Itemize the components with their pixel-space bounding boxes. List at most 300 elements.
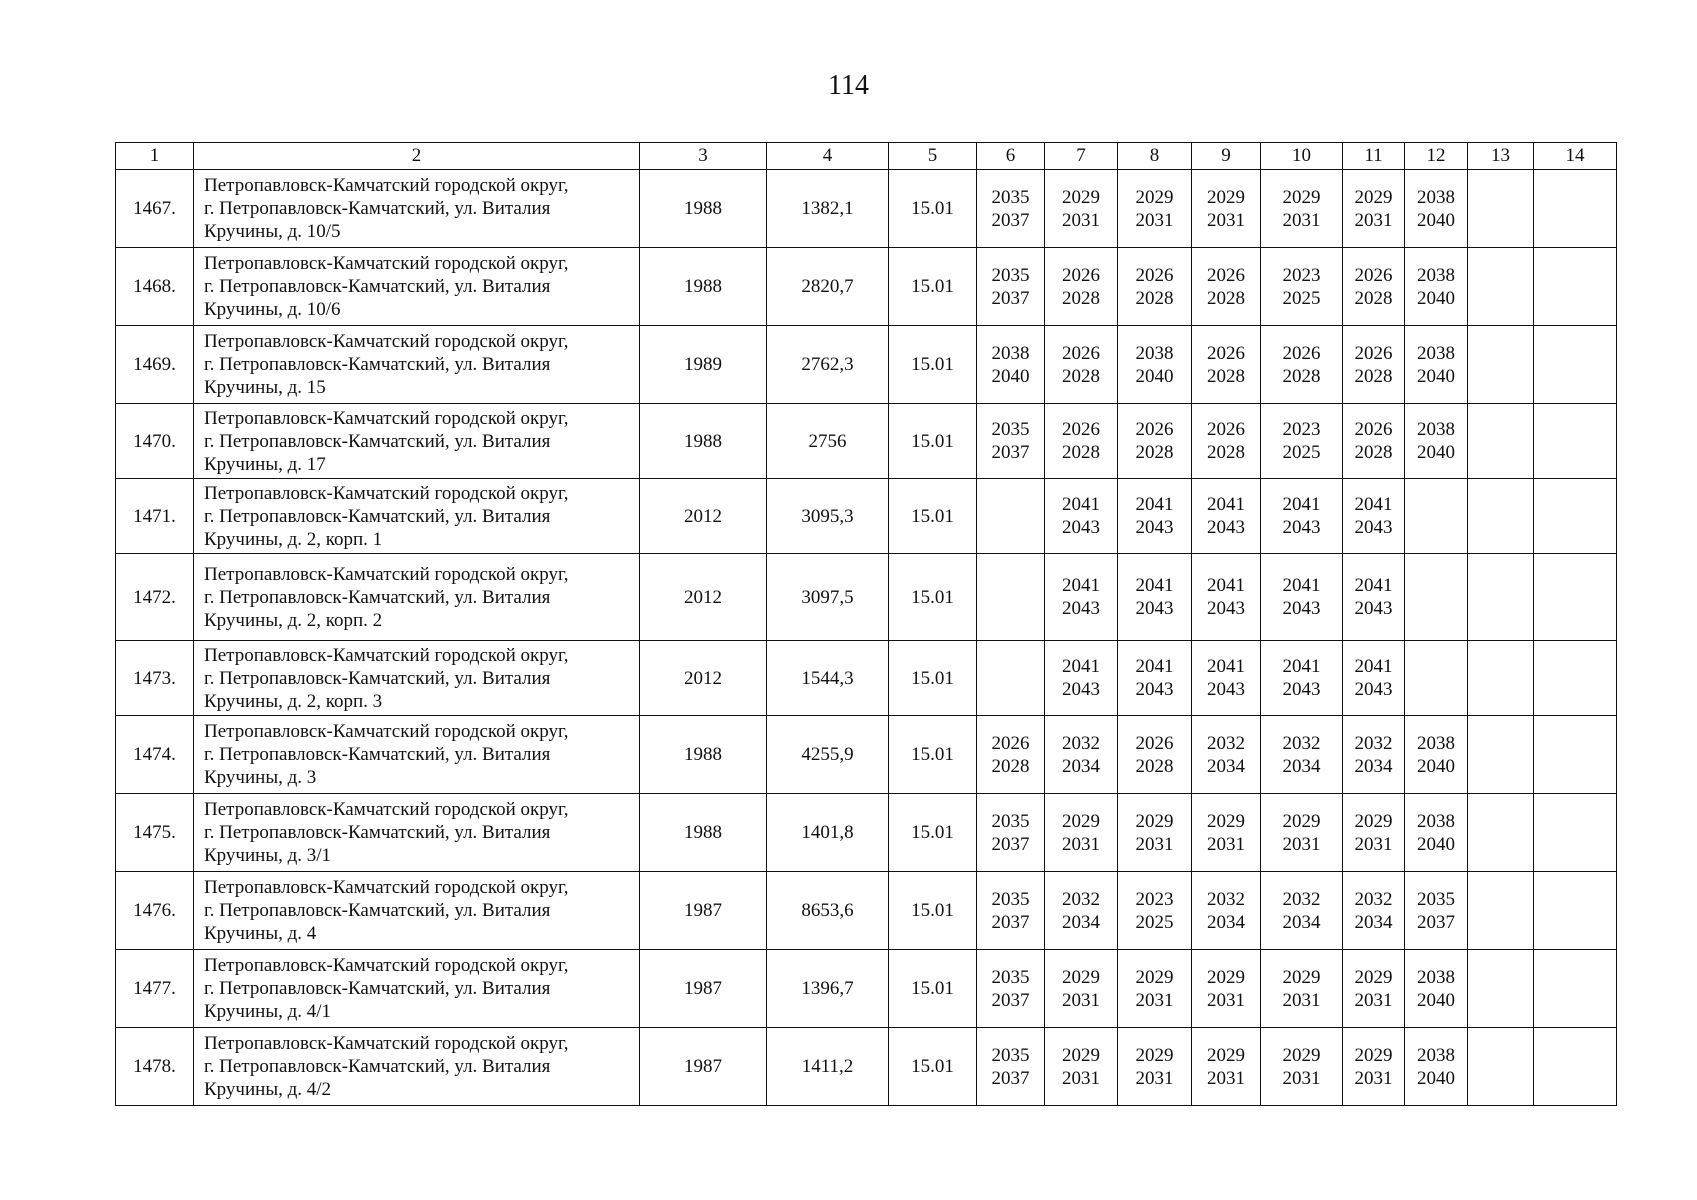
period-cell [1405,554,1468,641]
period-cell [1045,479,1118,554]
period-cell [1261,1028,1343,1106]
period-cell [1045,554,1118,641]
area-cell: 1401,8 [767,794,889,872]
period-year: 2031 [1135,833,1174,855]
column-number-row [116,143,1617,170]
period-year: 2041 [1207,575,1245,596]
address-line: Петропавловск-Камчатский городской округ, [204,563,569,585]
address-line: Кручины, д. 2, корп. 3 [204,690,383,712]
period-year: 2028 [1354,442,1393,463]
period-cell [977,641,1045,716]
period-year: 2041 [1062,494,1100,515]
period-cell [1192,404,1261,479]
period-year: 2034 [1282,755,1321,777]
period-cell [1343,170,1405,248]
column-number: 1 [116,143,194,170]
period-cell [977,1028,1045,1106]
address-line: Кручины, д. 4/1 [204,1001,332,1022]
period-cell [977,326,1045,404]
period-year: 2040 [1417,989,1455,1011]
period-cell [1192,716,1261,794]
empty-cell-14 [1534,170,1617,248]
address-cell [194,170,640,248]
empty-cell-13 [1468,404,1534,479]
period-year: 2043 [1062,679,1100,700]
period-year: 2029 [1135,966,1174,988]
period-year: 2029 [1207,1044,1245,1066]
period-year: 2031 [1282,989,1321,1011]
period-year: 2032 [1207,732,1245,754]
page-number: 114 [828,70,869,101]
period-year: 2037 [991,1067,1030,1089]
address-line: Петропавловск-Камчатский городской округ, [204,407,569,429]
period-year: 2026 [1062,264,1100,286]
period-year: 2032 [1062,888,1100,910]
period-year: 2035 [1417,888,1455,910]
address-line: г. Петропавловск-Камчатский, ул. Виталия [204,430,551,452]
period-cell [1405,950,1468,1028]
table-row [116,872,1617,950]
period-year: 2041 [1207,656,1245,677]
column-number: 9 [1192,143,1261,170]
address-line: Петропавловск-Камчатский городской округ, [204,175,569,196]
area-cell: 2756 [767,404,889,479]
row-number-cell: 1471. [116,479,194,554]
address-line: Петропавловск-Камчатский городской округ, [204,253,569,274]
row-number-cell: 1472. [116,554,194,641]
period-year: 2028 [991,755,1030,777]
period-year: 2038 [1417,966,1455,988]
period-year: 2031 [1282,833,1321,855]
period-year: 2037 [991,911,1030,933]
period-cell [1343,716,1405,794]
period-cell [1045,794,1118,872]
address-line: Кручины, д. 10/5 [204,221,341,242]
period-cell [1192,641,1261,716]
housing-register-table [115,142,1617,1106]
empty-cell-14 [1534,404,1617,479]
address-cell [194,404,640,479]
build-year-cell: 1987 [640,872,767,950]
period-cell [977,872,1045,950]
period-year: 2031 [1207,209,1245,231]
area-cell: 1382,1 [767,170,889,248]
empty-cell-14 [1534,872,1617,950]
period-year: 2026 [1354,264,1393,286]
empty-cell-14 [1534,950,1617,1028]
code-cell: 15.01 [889,1028,977,1106]
area-cell: 2762,3 [767,326,889,404]
table-row [116,950,1617,1028]
period-cell [1343,404,1405,479]
period-year: 2034 [1354,911,1393,933]
address-line: Кручины, д. 3/1 [204,845,332,866]
period-cell [1343,950,1405,1028]
code-cell: 15.01 [889,794,977,872]
table-row [116,1028,1617,1106]
build-year-cell: 1989 [640,326,767,404]
period-cell [1261,326,1343,404]
address-cell [194,1028,640,1106]
period-year: 2029 [1062,1044,1100,1066]
empty-cell-13 [1468,170,1534,248]
period-year: 2025 [1282,442,1321,463]
period-cell [1343,794,1405,872]
period-year: 2040 [991,365,1030,387]
build-year-cell: 2012 [640,554,767,641]
period-cell [1343,1028,1405,1106]
period-cell [1045,641,1118,716]
address-line: г. Петропавловск-Камчатский, ул. Виталия [204,978,551,999]
period-year: 2026 [1207,419,1245,440]
period-year: 2043 [1135,598,1174,619]
code-cell: 15.01 [889,326,977,404]
empty-cell-13 [1468,872,1534,950]
period-year: 2026 [1354,419,1393,440]
column-number: 2 [194,143,640,170]
period-year: 2029 [1282,966,1321,988]
table-row [116,641,1617,716]
address-line: г. Петропавловск-Камчатский, ул. Виталия [204,900,551,921]
code-cell: 15.01 [889,248,977,326]
column-number: 14 [1534,143,1617,170]
period-cell [1405,716,1468,794]
build-year-cell: 1987 [640,1028,767,1106]
period-cell [1192,326,1261,404]
period-year: 2031 [1135,209,1174,231]
period-year: 2028 [1135,755,1174,777]
period-year: 2029 [1207,810,1245,832]
period-year: 2040 [1417,209,1455,231]
address-line: г. Петропавловск-Камчатский, ул. Виталия [204,1056,551,1077]
period-cell [1405,479,1468,554]
period-cell [1118,404,1192,479]
period-year: 2041 [1354,656,1393,677]
empty-cell-13 [1468,1028,1534,1106]
period-year: 2041 [1135,575,1174,596]
period-year: 2038 [1417,732,1455,754]
code-cell: 15.01 [889,872,977,950]
address-cell [194,554,640,641]
period-year: 2028 [1062,365,1100,387]
period-year: 2031 [1062,989,1100,1011]
period-year: 2029 [1207,966,1245,988]
address-line: Кручины, д. 4 [204,923,317,944]
address-line: г. Петропавловск-Камчатский, ул. Виталия [204,276,551,297]
period-year: 2023 [1282,419,1321,440]
period-cell [1045,326,1118,404]
period-cell [1343,872,1405,950]
period-year: 2031 [1354,989,1393,1011]
table-row [116,554,1617,641]
address-cell [194,326,640,404]
period-year: 2029 [1135,810,1174,832]
area-cell: 8653,6 [767,872,889,950]
empty-cell-13 [1468,326,1534,404]
area-cell: 3095,3 [767,479,889,554]
period-year: 2043 [1207,517,1245,538]
period-year: 2023 [1135,888,1174,910]
period-cell [1343,479,1405,554]
period-year: 2037 [991,989,1030,1011]
period-year: 2031 [1062,1067,1100,1089]
build-year-cell: 1987 [640,950,767,1028]
period-year: 2028 [1207,287,1245,309]
period-cell [1405,248,1468,326]
period-year: 2031 [1354,833,1393,855]
empty-cell-13 [1468,554,1534,641]
period-cell [1405,872,1468,950]
period-year: 2029 [1282,810,1321,832]
period-year: 2029 [1207,186,1245,208]
empty-cell-13 [1468,716,1534,794]
period-year: 2029 [1135,186,1174,208]
period-year: 2043 [1282,679,1321,700]
period-year: 2031 [1354,1067,1393,1089]
period-year: 2040 [1417,755,1455,777]
period-cell [1343,248,1405,326]
period-cell [1405,326,1468,404]
period-year: 2043 [1282,517,1321,538]
period-year: 2037 [991,442,1030,463]
period-year: 2029 [1354,1044,1393,1066]
build-year-cell: 1988 [640,794,767,872]
period-year: 2029 [1062,966,1100,988]
address-cell [194,479,640,554]
period-year: 2034 [1207,911,1245,933]
period-year: 2032 [1354,732,1393,754]
address-line: Кручины, д. 4/2 [204,1079,332,1100]
address-line: Кручины, д. 3 [204,767,317,788]
period-year: 2028 [1062,287,1100,309]
period-cell [1192,950,1261,1028]
period-year: 2040 [1417,287,1455,309]
area-cell: 1411,2 [767,1028,889,1106]
area-cell: 4255,9 [767,716,889,794]
period-year: 2032 [1282,888,1321,910]
period-year: 2025 [1282,287,1321,309]
period-cell [1118,1028,1192,1106]
period-year: 2035 [991,419,1030,440]
empty-cell-14 [1534,248,1617,326]
period-year: 2031 [1354,209,1393,231]
period-cell [1405,794,1468,872]
address-line: г. Петропавловск-Камчатский, ул. Виталия [204,586,551,608]
column-number: 11 [1343,143,1405,170]
empty-cell-13 [1468,641,1534,716]
period-year: 2043 [1062,598,1100,619]
column-number: 10 [1261,143,1343,170]
period-year: 2029 [1062,186,1100,208]
period-cell [1261,641,1343,716]
period-cell [1261,248,1343,326]
code-cell: 15.01 [889,170,977,248]
area-cell: 3097,5 [767,554,889,641]
period-cell [1192,554,1261,641]
address-line: Петропавловск-Камчатский городской округ, [204,1033,569,1054]
period-cell [1118,794,1192,872]
empty-cell-14 [1534,794,1617,872]
period-cell [1261,479,1343,554]
period-cell [1118,716,1192,794]
period-year: 2028 [1282,365,1321,387]
code-cell: 15.01 [889,554,977,641]
period-year: 2034 [1282,911,1321,933]
empty-cell-13 [1468,248,1534,326]
period-cell [1045,872,1118,950]
table-row [116,479,1617,554]
period-cell [1118,641,1192,716]
address-line: г. Петропавловск-Камчатский, ул. Виталия [204,354,551,375]
period-cell [1343,641,1405,716]
period-cell [1261,554,1343,641]
period-cell [977,479,1045,554]
period-year: 2035 [991,1044,1030,1066]
column-number: 12 [1405,143,1468,170]
code-cell: 15.01 [889,479,977,554]
period-year: 2040 [1417,833,1455,855]
build-year-cell: 1988 [640,404,767,479]
build-year-cell: 2012 [640,641,767,716]
address-cell [194,248,640,326]
period-year: 2043 [1062,517,1100,538]
period-year: 2031 [1062,209,1100,231]
code-cell: 15.01 [889,716,977,794]
row-number-cell: 1470. [116,404,194,479]
period-year: 2028 [1207,442,1245,463]
period-cell [1045,1028,1118,1106]
period-cell [1118,479,1192,554]
period-year: 2040 [1135,365,1174,387]
period-year: 2026 [1207,342,1245,364]
period-cell [1045,716,1118,794]
address-line: г. Петропавловск-Камчатский, ул. Виталия [204,667,551,689]
column-number: 3 [640,143,767,170]
period-year: 2031 [1135,1067,1174,1089]
area-cell: 1396,7 [767,950,889,1028]
empty-cell-14 [1534,1028,1617,1106]
address-line: Кручины, д. 10/6 [204,299,341,320]
period-cell [1118,554,1192,641]
period-cell [1261,950,1343,1028]
period-year: 2028 [1207,365,1245,387]
period-year: 2031 [1282,1067,1321,1089]
period-year: 2026 [1135,419,1174,440]
period-year: 2026 [1135,732,1174,754]
period-cell [977,404,1045,479]
period-year: 2034 [1062,911,1100,933]
row-number-cell: 1467. [116,170,194,248]
build-year-cell: 2012 [640,479,767,554]
period-year: 2034 [1207,755,1245,777]
table-row [116,170,1617,248]
period-year: 2038 [1135,342,1174,364]
period-year: 2037 [991,287,1030,309]
build-year-cell: 1988 [640,716,767,794]
period-cell [1261,716,1343,794]
address-line: Петропавловск-Камчатский городской округ, [204,877,569,898]
period-year: 2038 [1417,342,1455,364]
empty-cell-14 [1534,554,1617,641]
period-year: 2041 [1207,494,1245,515]
address-line: Кручины, д. 2, корп. 2 [204,609,383,631]
period-cell [977,554,1045,641]
period-year: 2035 [991,966,1030,988]
period-year: 2029 [1282,1044,1321,1066]
address-line: Кручины, д. 2, корп. 1 [204,528,383,550]
period-year: 2041 [1135,656,1174,677]
period-year: 2026 [1354,342,1393,364]
period-cell [977,794,1045,872]
address-line: Петропавловск-Камчатский городской округ, [204,331,569,352]
empty-cell-14 [1534,479,1617,554]
period-year: 2028 [1135,287,1174,309]
period-year: 2043 [1135,517,1174,538]
period-cell [1192,1028,1261,1106]
period-cell [1118,872,1192,950]
period-year: 2026 [1062,419,1100,440]
period-year: 2040 [1417,442,1455,463]
empty-cell-13 [1468,794,1534,872]
period-year: 2028 [1354,365,1393,387]
period-year: 2031 [1135,989,1174,1011]
period-cell [1192,872,1261,950]
period-cell [1192,794,1261,872]
period-year: 2038 [1417,810,1455,832]
period-year: 2026 [1135,264,1174,286]
period-cell [1261,794,1343,872]
address-cell [194,716,640,794]
period-year: 2031 [1207,1067,1245,1089]
period-year: 2031 [1207,833,1245,855]
period-year: 2026 [1282,342,1321,364]
period-cell [1118,326,1192,404]
address-line: Петропавловск-Камчатский городской округ, [204,955,569,976]
period-cell [1192,248,1261,326]
empty-cell-14 [1534,716,1617,794]
period-cell [1192,170,1261,248]
period-year: 2041 [1135,494,1174,515]
period-cell [1405,170,1468,248]
period-year: 2040 [1417,365,1455,387]
period-year: 2035 [991,810,1030,832]
period-cell [1045,404,1118,479]
table-row [116,326,1617,404]
period-year: 2041 [1062,656,1100,677]
address-line: г. Петропавловск-Камчатский, ул. Виталия [204,505,551,527]
column-number: 13 [1468,143,1534,170]
period-cell [1405,641,1468,716]
period-year: 2038 [1417,419,1455,440]
code-cell: 15.01 [889,950,977,1028]
column-number: 7 [1045,143,1118,170]
address-line: г. Петропавловск-Камчатский, ул. Виталия [204,744,551,765]
period-year: 2038 [1417,264,1455,286]
period-year: 2035 [991,264,1030,286]
empty-cell-13 [1468,950,1534,1028]
row-number-cell: 1469. [116,326,194,404]
period-year: 2032 [1062,732,1100,754]
table-row [116,794,1617,872]
address-line: Кручины, д. 17 [204,453,326,475]
table-row [116,716,1617,794]
address-line: Петропавловск-Камчатский городской округ, [204,799,569,820]
period-year: 2029 [1062,810,1100,832]
period-cell [1118,170,1192,248]
period-year: 2028 [1062,442,1100,463]
area-cell: 1544,3 [767,641,889,716]
period-year: 2026 [991,732,1030,754]
